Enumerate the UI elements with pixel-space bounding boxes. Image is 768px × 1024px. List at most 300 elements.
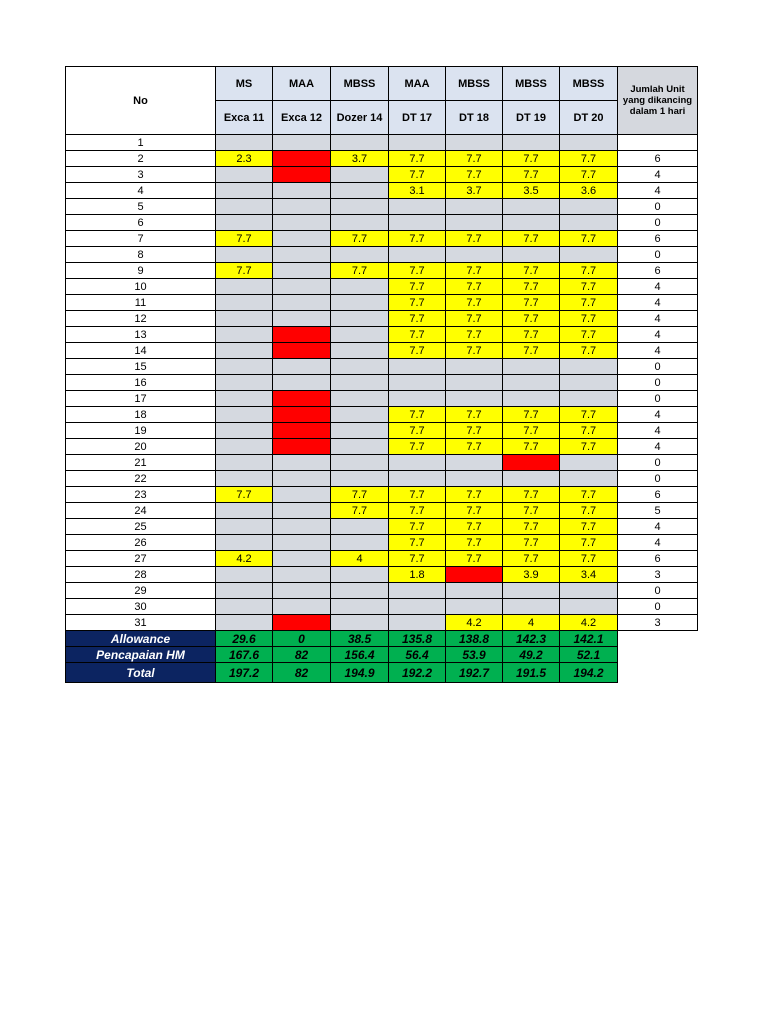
hm-cell: 7.7 <box>503 535 560 551</box>
hm-cell <box>560 135 618 151</box>
hm-cell <box>273 519 331 535</box>
unit-count: 6 <box>618 231 698 247</box>
hm-cell <box>389 247 446 263</box>
hm-cell <box>503 455 560 471</box>
hm-cell <box>446 199 503 215</box>
table-row <box>66 503 698 519</box>
totals-value: 142.3 <box>503 631 560 647</box>
table-row <box>66 327 698 343</box>
hm-cell: 7.7 <box>503 551 560 567</box>
hm-cell <box>331 423 389 439</box>
hm-cell <box>216 599 273 615</box>
column-group-header: MBSS <box>560 67 618 101</box>
hm-cell <box>331 247 389 263</box>
hm-cell: 7.7 <box>389 343 446 359</box>
hm-cell: 4.2 <box>216 551 273 567</box>
hm-cell: 7.7 <box>389 231 446 247</box>
hm-cell <box>273 247 331 263</box>
table-row <box>66 359 698 375</box>
hm-cell: 7.7 <box>503 151 560 167</box>
unit-count: 3 <box>618 615 698 631</box>
hm-cell <box>216 279 273 295</box>
hm-cell: 7.7 <box>560 167 618 183</box>
hm-cell <box>503 199 560 215</box>
row-number: 7 <box>66 231 216 247</box>
hm-cell: 7.7 <box>560 551 618 567</box>
table-row <box>66 279 698 295</box>
hm-cell: 7.7 <box>560 487 618 503</box>
hm-cell <box>273 503 331 519</box>
row-number: 16 <box>66 375 216 391</box>
table-row <box>66 567 698 583</box>
hm-cell: 7.7 <box>389 439 446 455</box>
totals-value: 82 <box>273 663 331 683</box>
hm-cell <box>216 327 273 343</box>
hm-cell: 7.7 <box>389 519 446 535</box>
totals-label: Pencapaian HM <box>66 647 216 663</box>
totals-value: 192.2 <box>389 663 446 683</box>
hm-cell: 7.7 <box>446 487 503 503</box>
table-row <box>66 231 698 247</box>
table-row <box>66 487 698 503</box>
unit-count: 4 <box>618 407 698 423</box>
hm-cell <box>273 567 331 583</box>
hm-cell: 7.7 <box>446 263 503 279</box>
totals-value: 53.9 <box>446 647 503 663</box>
hm-cell: 7.7 <box>389 487 446 503</box>
unit-hm-table <box>65 66 698 683</box>
hm-cell: 7.7 <box>503 167 560 183</box>
column-group-header: MBSS <box>446 67 503 101</box>
row-number: 31 <box>66 615 216 631</box>
unit-count: 4 <box>618 519 698 535</box>
hm-cell <box>273 455 331 471</box>
hm-cell <box>503 599 560 615</box>
column-unit-header: DT 19 <box>503 101 560 135</box>
hm-cell: 7.7 <box>446 535 503 551</box>
totals-value: 194.2 <box>560 663 618 683</box>
row-number: 24 <box>66 503 216 519</box>
hm-cell <box>446 135 503 151</box>
hm-cell <box>273 151 331 167</box>
column-unit-header: DT 18 <box>446 101 503 135</box>
hm-cell <box>389 583 446 599</box>
hm-cell <box>331 375 389 391</box>
table-row <box>66 135 698 151</box>
hm-cell: 7.7 <box>446 295 503 311</box>
hm-cell <box>389 199 446 215</box>
hm-cell <box>216 135 273 151</box>
hm-cell: 7.7 <box>503 295 560 311</box>
hm-cell: 7.7 <box>389 423 446 439</box>
hm-cell <box>273 199 331 215</box>
unit-count: 0 <box>618 215 698 231</box>
totals-row <box>66 631 698 647</box>
hm-cell <box>273 439 331 455</box>
unit-count: 0 <box>618 583 698 599</box>
hm-cell <box>331 535 389 551</box>
hm-cell <box>560 215 618 231</box>
hm-cell <box>273 535 331 551</box>
hm-cell <box>216 247 273 263</box>
hm-cell <box>389 599 446 615</box>
table-row <box>66 519 698 535</box>
hm-cell <box>216 471 273 487</box>
hm-cell <box>216 359 273 375</box>
hm-cell <box>273 135 331 151</box>
totals-value: 197.2 <box>216 663 273 683</box>
hm-cell: 7.7 <box>503 263 560 279</box>
hm-cell: 7.7 <box>503 423 560 439</box>
totals-value: 167.6 <box>216 647 273 663</box>
hm-cell <box>273 487 331 503</box>
unit-count: 0 <box>618 455 698 471</box>
hm-cell <box>560 391 618 407</box>
totals-value: 52.1 <box>560 647 618 663</box>
row-number: 29 <box>66 583 216 599</box>
hm-cell: 7.7 <box>331 487 389 503</box>
hm-cell <box>446 455 503 471</box>
hm-cell <box>216 503 273 519</box>
totals-value: 0 <box>273 631 331 647</box>
hm-cell: 3.7 <box>331 151 389 167</box>
table-row <box>66 247 698 263</box>
totals-value: 29.6 <box>216 631 273 647</box>
hm-cell: 3.4 <box>560 567 618 583</box>
hm-cell: 4 <box>503 615 560 631</box>
hm-cell <box>273 359 331 375</box>
table-row <box>66 583 698 599</box>
unit-count <box>618 135 698 151</box>
hm-cell: 7.7 <box>503 231 560 247</box>
hm-cell: 7.7 <box>389 151 446 167</box>
table-row <box>66 407 698 423</box>
hm-cell: 3.7 <box>446 183 503 199</box>
hm-cell <box>389 359 446 375</box>
jumlah-unit-header: Jumlah Unit yang dikancing dalam 1 hari <box>618 67 698 135</box>
hm-cell <box>446 247 503 263</box>
hm-cell <box>331 455 389 471</box>
unit-count: 0 <box>618 359 698 375</box>
totals-value: 82 <box>273 647 331 663</box>
hm-cell <box>503 375 560 391</box>
row-number: 4 <box>66 183 216 199</box>
unit-count: 0 <box>618 599 698 615</box>
hm-cell: 7.7 <box>446 151 503 167</box>
row-number: 14 <box>66 343 216 359</box>
hm-cell <box>331 471 389 487</box>
row-number: 3 <box>66 167 216 183</box>
column-unit-header: Exca 11 <box>216 101 273 135</box>
row-number: 28 <box>66 567 216 583</box>
hm-cell <box>503 391 560 407</box>
row-number: 21 <box>66 455 216 471</box>
row-number: 13 <box>66 327 216 343</box>
column-group-header: MS <box>216 67 273 101</box>
row-number: 30 <box>66 599 216 615</box>
hm-cell: 7.7 <box>389 263 446 279</box>
hm-cell <box>503 247 560 263</box>
empty-cell <box>618 663 698 683</box>
hm-cell <box>331 327 389 343</box>
row-number: 10 <box>66 279 216 295</box>
hm-cell: 7.7 <box>503 503 560 519</box>
hm-cell <box>446 375 503 391</box>
hm-cell: 7.7 <box>446 279 503 295</box>
hm-cell <box>273 423 331 439</box>
hm-cell <box>331 295 389 311</box>
table-row <box>66 183 698 199</box>
hm-cell <box>216 423 273 439</box>
hm-cell <box>560 599 618 615</box>
hm-cell: 7.7 <box>446 519 503 535</box>
table-row <box>66 343 698 359</box>
hm-cell <box>273 263 331 279</box>
hm-cell <box>216 199 273 215</box>
hm-cell <box>216 567 273 583</box>
hm-cell <box>389 215 446 231</box>
hm-cell: 7.7 <box>331 263 389 279</box>
hm-cell <box>273 615 331 631</box>
hm-cell: 3.6 <box>560 183 618 199</box>
hm-cell: 7.7 <box>503 519 560 535</box>
unit-count: 4 <box>618 279 698 295</box>
row-number: 25 <box>66 519 216 535</box>
hm-cell: 7.7 <box>560 343 618 359</box>
table-row <box>66 615 698 631</box>
row-number: 6 <box>66 215 216 231</box>
hm-cell: 7.7 <box>446 423 503 439</box>
table-row <box>66 551 698 567</box>
unit-count: 6 <box>618 151 698 167</box>
empty-cell <box>618 647 698 663</box>
unit-count: 4 <box>618 167 698 183</box>
unit-count: 6 <box>618 263 698 279</box>
hm-cell: 7.7 <box>560 439 618 455</box>
totals-row <box>66 663 698 683</box>
hm-cell <box>216 311 273 327</box>
hm-cell <box>273 215 331 231</box>
hm-cell <box>503 471 560 487</box>
hm-cell <box>216 407 273 423</box>
hm-cell <box>331 183 389 199</box>
hm-cell: 7.7 <box>446 311 503 327</box>
table-row <box>66 423 698 439</box>
hm-cell <box>503 359 560 375</box>
column-group-header: MAA <box>273 67 331 101</box>
hm-cell <box>446 567 503 583</box>
totals-value: 38.5 <box>331 631 389 647</box>
hm-cell <box>273 231 331 247</box>
hm-cell <box>331 135 389 151</box>
totals-value: 56.4 <box>389 647 446 663</box>
row-number: 5 <box>66 199 216 215</box>
hm-cell <box>273 583 331 599</box>
totals-value: 191.5 <box>503 663 560 683</box>
hm-cell: 7.7 <box>446 503 503 519</box>
totals-label: Total <box>66 663 216 683</box>
hm-cell: 7.7 <box>503 407 560 423</box>
unit-count: 4 <box>618 535 698 551</box>
hm-cell: 7.7 <box>560 279 618 295</box>
totals-value: 194.9 <box>331 663 389 683</box>
unit-count: 6 <box>618 551 698 567</box>
hm-cell <box>446 471 503 487</box>
table-row <box>66 295 698 311</box>
table-row <box>66 167 698 183</box>
hm-cell <box>389 391 446 407</box>
hm-cell: 7.7 <box>216 487 273 503</box>
hm-cell <box>216 535 273 551</box>
row-number: 12 <box>66 311 216 327</box>
hm-cell <box>216 615 273 631</box>
hm-cell <box>446 215 503 231</box>
hm-cell <box>216 343 273 359</box>
hm-cell: 7.7 <box>446 439 503 455</box>
hm-cell: 7.7 <box>216 263 273 279</box>
row-number: 1 <box>66 135 216 151</box>
hm-cell <box>216 439 273 455</box>
hm-cell <box>560 359 618 375</box>
hm-cell: 7.7 <box>503 311 560 327</box>
row-number: 22 <box>66 471 216 487</box>
hm-cell <box>331 215 389 231</box>
header-row-group <box>66 67 698 101</box>
column-group-header: MAA <box>389 67 446 101</box>
hm-cell: 7.7 <box>560 327 618 343</box>
table-row <box>66 151 698 167</box>
hm-cell <box>273 471 331 487</box>
hm-cell: 4.2 <box>560 615 618 631</box>
row-number: 26 <box>66 535 216 551</box>
hm-cell: 7.7 <box>389 551 446 567</box>
hm-cell: 7.7 <box>389 167 446 183</box>
hm-cell: 7.7 <box>560 503 618 519</box>
hm-cell <box>560 583 618 599</box>
hm-cell <box>273 407 331 423</box>
totals-value: 156.4 <box>331 647 389 663</box>
row-number: 17 <box>66 391 216 407</box>
empty-cell <box>618 631 698 647</box>
totals-value: 49.2 <box>503 647 560 663</box>
row-number: 20 <box>66 439 216 455</box>
hm-cell: 3.5 <box>503 183 560 199</box>
unit-count: 0 <box>618 375 698 391</box>
table-row <box>66 439 698 455</box>
table-row <box>66 599 698 615</box>
column-unit-header: Dozer 14 <box>331 101 389 135</box>
hm-cell <box>503 135 560 151</box>
hm-cell <box>446 359 503 375</box>
table-row <box>66 311 698 327</box>
hm-cell: 7.7 <box>216 231 273 247</box>
hm-cell <box>446 391 503 407</box>
table-row <box>66 199 698 215</box>
table-row <box>66 455 698 471</box>
hm-cell: 7.7 <box>560 231 618 247</box>
hm-cell: 7.7 <box>560 311 618 327</box>
table-row <box>66 215 698 231</box>
hm-cell: 7.7 <box>560 263 618 279</box>
hm-cell <box>560 471 618 487</box>
totals-label: Allowance <box>66 631 216 647</box>
hm-cell: 7.7 <box>389 535 446 551</box>
hm-cell: 7.7 <box>446 327 503 343</box>
hm-cell <box>560 199 618 215</box>
hm-cell <box>216 455 273 471</box>
hm-cell: 7.7 <box>331 503 389 519</box>
hm-cell: 7.7 <box>446 231 503 247</box>
row-number: 19 <box>66 423 216 439</box>
hm-cell <box>446 599 503 615</box>
hm-cell: 7.7 <box>331 231 389 247</box>
hm-cell: 7.7 <box>446 167 503 183</box>
hm-cell <box>216 375 273 391</box>
column-unit-header: DT 17 <box>389 101 446 135</box>
unit-count: 4 <box>618 327 698 343</box>
hm-cell <box>273 279 331 295</box>
hm-cell <box>331 407 389 423</box>
hm-cell <box>331 311 389 327</box>
hm-cell <box>331 359 389 375</box>
column-unit-header: DT 20 <box>560 101 618 135</box>
hm-cell <box>216 167 273 183</box>
hm-cell: 7.7 <box>446 551 503 567</box>
hm-cell: 7.7 <box>560 535 618 551</box>
hm-cell: 7.7 <box>389 295 446 311</box>
table-row <box>66 391 698 407</box>
hm-cell: 7.7 <box>503 327 560 343</box>
row-number: 11 <box>66 295 216 311</box>
hm-cell: 7.7 <box>503 487 560 503</box>
hm-cell <box>560 375 618 391</box>
column-group-header: MBSS <box>331 67 389 101</box>
table-row <box>66 263 698 279</box>
unit-count: 6 <box>618 487 698 503</box>
hm-cell: 7.7 <box>446 343 503 359</box>
hm-cell: 7.7 <box>389 279 446 295</box>
hm-cell: 4 <box>331 551 389 567</box>
hm-cell <box>560 455 618 471</box>
hm-cell <box>331 519 389 535</box>
row-number: 18 <box>66 407 216 423</box>
hm-cell <box>216 215 273 231</box>
hm-cell: 7.7 <box>389 311 446 327</box>
hm-cell <box>389 471 446 487</box>
unit-count: 5 <box>618 503 698 519</box>
hm-cell <box>389 615 446 631</box>
table-row <box>66 375 698 391</box>
hm-cell: 7.7 <box>560 295 618 311</box>
hm-cell <box>446 583 503 599</box>
hm-cell <box>331 279 389 295</box>
hm-cell: 7.7 <box>389 503 446 519</box>
unit-count: 0 <box>618 471 698 487</box>
hm-cell <box>273 343 331 359</box>
totals-row <box>66 647 698 663</box>
unit-count: 4 <box>618 343 698 359</box>
hm-cell <box>560 247 618 263</box>
unit-count: 3 <box>618 567 698 583</box>
hm-cell <box>503 583 560 599</box>
hm-cell <box>389 455 446 471</box>
hm-cell <box>331 599 389 615</box>
hm-cell <box>331 199 389 215</box>
unit-count: 4 <box>618 295 698 311</box>
hm-cell <box>503 215 560 231</box>
hm-cell <box>216 295 273 311</box>
unit-count: 0 <box>618 391 698 407</box>
